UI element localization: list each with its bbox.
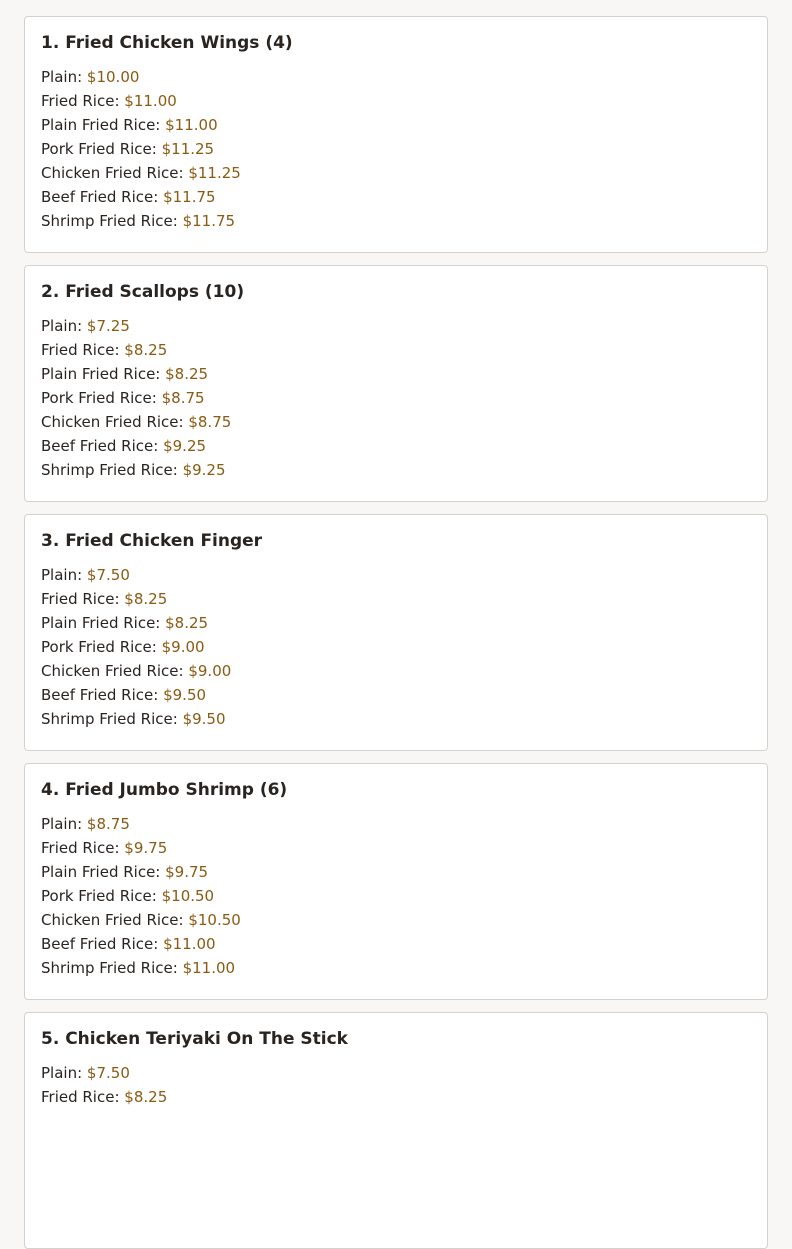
price-value: $11.00 bbox=[124, 92, 177, 110]
price-value: $8.75 bbox=[86, 815, 130, 833]
price-row bbox=[41, 812, 751, 836]
price-value: $9.75 bbox=[124, 839, 168, 857]
price-value: $11.00 bbox=[163, 935, 216, 953]
menu-item-title: 4. Fried Jumbo Shrimp (6) bbox=[41, 780, 288, 800]
price-label: Beef Fried Rice: bbox=[41, 188, 159, 206]
price-row bbox=[41, 1085, 751, 1109]
price-label: Chicken Fried Rice: bbox=[41, 662, 184, 680]
price-value: $8.25 bbox=[165, 614, 209, 632]
price-value: $8.75 bbox=[188, 413, 232, 431]
price-row bbox=[41, 1061, 751, 1085]
price-row bbox=[41, 410, 751, 434]
price-label: Plain: bbox=[41, 317, 83, 335]
price-row bbox=[41, 161, 751, 185]
price-label: Chicken Fried Rice: bbox=[41, 911, 184, 929]
price-label: Fried Rice: bbox=[41, 1088, 120, 1106]
price-label: Plain Fried Rice: bbox=[41, 116, 161, 134]
price-label: Chicken Fried Rice: bbox=[41, 413, 184, 431]
menu-item-title: 5. Chicken Teriyaki On The Stick bbox=[41, 1029, 348, 1049]
price-value: $11.00 bbox=[165, 116, 218, 134]
price-row bbox=[41, 386, 751, 410]
price-label: Shrimp Fried Rice: bbox=[41, 959, 178, 977]
price-row bbox=[41, 683, 751, 707]
price-label: Pork Fried Rice: bbox=[41, 887, 157, 905]
price-value: $10.50 bbox=[161, 887, 215, 905]
menu-item-card bbox=[24, 1012, 768, 1249]
price-row bbox=[41, 707, 751, 731]
price-value: $8.25 bbox=[124, 1088, 168, 1106]
price-label: Shrimp Fried Rice: bbox=[41, 461, 178, 479]
price-label: Plain: bbox=[41, 566, 83, 584]
price-row bbox=[41, 884, 751, 908]
price-value: $8.25 bbox=[165, 365, 209, 383]
price-row bbox=[41, 587, 751, 611]
price-value: $10.50 bbox=[188, 911, 241, 929]
price-row bbox=[41, 314, 751, 338]
menu-item-card bbox=[24, 265, 768, 502]
price-label: Beef Fried Rice: bbox=[41, 686, 159, 704]
price-label: Pork Fried Rice: bbox=[41, 638, 157, 656]
price-value: $11.25 bbox=[188, 164, 241, 182]
price-value: $11.25 bbox=[161, 140, 215, 158]
price-row bbox=[41, 185, 751, 209]
price-value: $9.75 bbox=[165, 863, 209, 881]
price-row bbox=[41, 860, 751, 884]
price-row bbox=[41, 836, 751, 860]
price-label: Fried Rice: bbox=[41, 92, 120, 110]
price-label: Beef Fried Rice: bbox=[41, 437, 159, 455]
price-value: $11.75 bbox=[163, 188, 216, 206]
menu-item-title: 1. Fried Chicken Wings (4) bbox=[41, 33, 293, 53]
price-row bbox=[41, 635, 751, 659]
price-row bbox=[41, 458, 751, 482]
price-row bbox=[41, 113, 751, 137]
price-value: $11.00 bbox=[182, 959, 236, 977]
price-row bbox=[41, 563, 751, 587]
price-value: $8.25 bbox=[124, 590, 168, 608]
price-label: Plain Fried Rice: bbox=[41, 863, 161, 881]
price-value: $9.00 bbox=[161, 638, 205, 656]
price-value: $9.50 bbox=[163, 686, 207, 704]
price-value: $10.00 bbox=[86, 68, 140, 86]
price-value: $8.25 bbox=[124, 341, 168, 359]
price-label: Fried Rice: bbox=[41, 839, 120, 857]
price-label: Plain: bbox=[41, 1064, 83, 1082]
price-value: $11.75 bbox=[182, 212, 236, 230]
price-row bbox=[41, 137, 751, 161]
price-value: $9.25 bbox=[182, 461, 226, 479]
price-value: $8.75 bbox=[161, 389, 205, 407]
menu-item-title: 3. Fried Chicken Finger bbox=[41, 531, 263, 551]
price-label: Beef Fried Rice: bbox=[41, 935, 159, 953]
price-value: $7.50 bbox=[86, 566, 130, 584]
menu-item-card bbox=[24, 514, 768, 751]
price-label: Fried Rice: bbox=[41, 341, 120, 359]
price-label: Plain Fried Rice: bbox=[41, 614, 161, 632]
price-row bbox=[41, 338, 751, 362]
price-value: $7.50 bbox=[86, 1064, 130, 1082]
price-value: $7.25 bbox=[86, 317, 130, 335]
price-row bbox=[41, 659, 751, 683]
price-row bbox=[41, 434, 751, 458]
price-label: Pork Fried Rice: bbox=[41, 389, 157, 407]
price-label: Chicken Fried Rice: bbox=[41, 164, 184, 182]
menu-item-card bbox=[24, 16, 768, 253]
price-label: Shrimp Fried Rice: bbox=[41, 710, 178, 728]
price-label: Plain Fried Rice: bbox=[41, 365, 161, 383]
price-label: Shrimp Fried Rice: bbox=[41, 212, 178, 230]
price-label: Pork Fried Rice: bbox=[41, 140, 157, 158]
price-row bbox=[41, 209, 751, 233]
price-row bbox=[41, 956, 751, 980]
price-row bbox=[41, 362, 751, 386]
price-value: $9.25 bbox=[163, 437, 207, 455]
price-row bbox=[41, 89, 751, 113]
menu-item-title: 2. Fried Scallops (10) bbox=[41, 282, 245, 302]
price-label: Plain: bbox=[41, 815, 83, 833]
price-row bbox=[41, 932, 751, 956]
menu-item-card bbox=[24, 763, 768, 1000]
price-label: Fried Rice: bbox=[41, 590, 120, 608]
price-label: Plain: bbox=[41, 68, 83, 86]
price-value: $9.00 bbox=[188, 662, 232, 680]
price-value: $9.50 bbox=[182, 710, 226, 728]
price-row bbox=[41, 908, 751, 932]
price-row bbox=[41, 611, 751, 635]
price-row bbox=[41, 65, 751, 89]
